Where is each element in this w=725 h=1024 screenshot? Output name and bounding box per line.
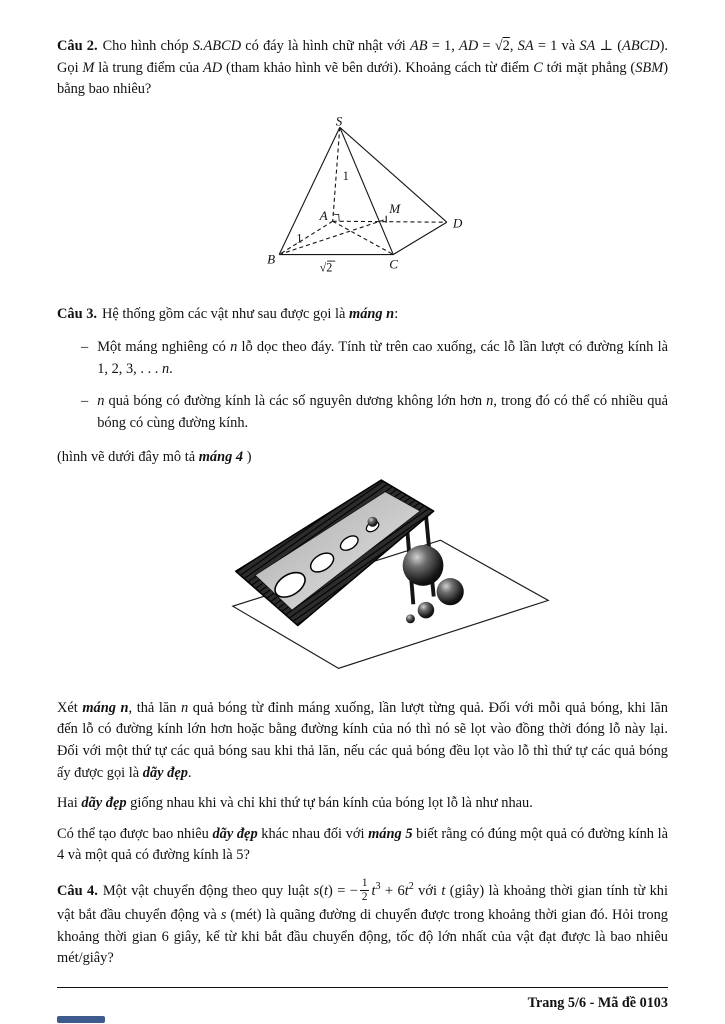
pyramid-solid-edges (279, 127, 447, 254)
edge-length-sa: 1 (342, 168, 349, 183)
question-3-paragraph-2: Hai dãy đẹp giống nhau khi và chỉ khi thứ tự bán kính của bóng lọt lỗ là như nhau. (57, 795, 533, 812)
question-3-bullets (57, 337, 668, 434)
question-3-label: Câu 3. (57, 306, 97, 323)
question-2-body: Cho hình chóp S.ABCD có đáy là hình chữ nhật với AB = 1, AD = √2, SA = 1 và SA ⊥ (ABCD). Gọi M là trung điểm của AD (tham khảo hình vẽ bên dưới). Khoảng cách từ điểm C tới mặt phẳng (SBM) bằng bao nhiêu? (57, 38, 668, 98)
question-3-intro-body: Hệ thống gồm các vật như sau được gọi là máng n: (101, 306, 399, 323)
trough-drawing (226, 478, 556, 682)
question-2-label: Câu 2. (57, 38, 98, 54)
ball-small (417, 602, 434, 619)
page-footer (57, 987, 668, 1014)
bullet-marker: – (81, 339, 89, 356)
pyramid-drawing (257, 115, 469, 282)
pyramid-figure (57, 115, 668, 290)
bullet-marker: – (81, 393, 89, 410)
question-3-intro (57, 304, 668, 326)
ball-in-trough (367, 517, 377, 527)
vertex-label-m: M (388, 200, 400, 216)
vertex-label-a: A (319, 208, 328, 224)
question-2 (57, 36, 668, 289)
ball-large (402, 545, 443, 586)
question-3-paragraph-1: Xét máng n, thả lăn n quả bóng từ đỉnh máng xuống, lần lượt từng quả. Đối với mỗi quả bóng, khi lăn đến lỗ có đường kính lớn hơn hoặc bằng đường kính của nó thì nó sẽ lọt vào đồng thời đóng lỗ này lại. Đối với một thứ tự các quả bóng sau khi thả lăn, nếu các quả bóng đều lọt vào lỗ thì thứ tự các quả bóng ấy được gọi là dãy đẹp. (57, 699, 668, 781)
question-4-text (57, 876, 669, 970)
bullet-2-text: n quả bóng có đường kính là các số nguyên dương không lớn hơn n, trong đó có thể có nhiều quả bóng có cùng đường kính. (97, 393, 668, 431)
vertex-label-s: S (335, 114, 342, 129)
question-4-label: Câu 4. (57, 883, 98, 900)
pyramid-edges (279, 127, 447, 261)
question-3 (57, 304, 668, 867)
trough-figure (57, 478, 668, 690)
vertex-label-d: D (452, 215, 462, 231)
question-3-paragraph-3: Có thể tạo được bao nhiêu dãy đẹp khác nhau đối với máng 5 biết rằng có đúng một quả có đường kính là 4 và một quả có đường kính là 5? (57, 825, 669, 864)
figure-caption: (hình vẽ dưới đây mô tả máng 4 ) (57, 449, 252, 466)
edge-length-ab: 1 (295, 231, 302, 246)
question-4 (57, 876, 669, 970)
ball-tiny (405, 614, 414, 623)
page-footer-text: Trang 5/6 - Mã đề 0103 (527, 994, 668, 1011)
scan-artifact (57, 1016, 105, 1023)
vertex-label-b: B (266, 251, 275, 267)
bullet-item (71, 337, 668, 380)
question-4-body: Một vật chuyển động theo quy luật s(t) = − $\frac{1}{2}$ $t^3 + 6t^2$ với t (giây) là khoảng thời gian tính từ khi vật bắt đầu chuyển động và s (mét) là quãng đường di chuyển được trong khoảng thời gian đó. Hỏi trong khoảng thời gian 6 giây, kể từ khi bắt đầu chuyển động, tốc độ lớn nhất của vật đạt được là bao nhiêu mét/giây? (57, 876, 669, 967)
vertex-label-c: C (388, 256, 398, 272)
bullet-1-text: Một máng nghiêng có n lỗ dọc theo đáy. Tính từ trên cao xuống, các lỗ lần lượt có đường kính là 1, 2, 3, . . . n. (97, 339, 669, 377)
pyramid-labels (267, 115, 463, 275)
ball-medium (436, 578, 463, 605)
edge-length-bc: √2 (319, 260, 332, 275)
bullet-item (71, 391, 668, 434)
pyramid-dashed-edges (279, 127, 447, 254)
question-2-text (57, 36, 668, 101)
